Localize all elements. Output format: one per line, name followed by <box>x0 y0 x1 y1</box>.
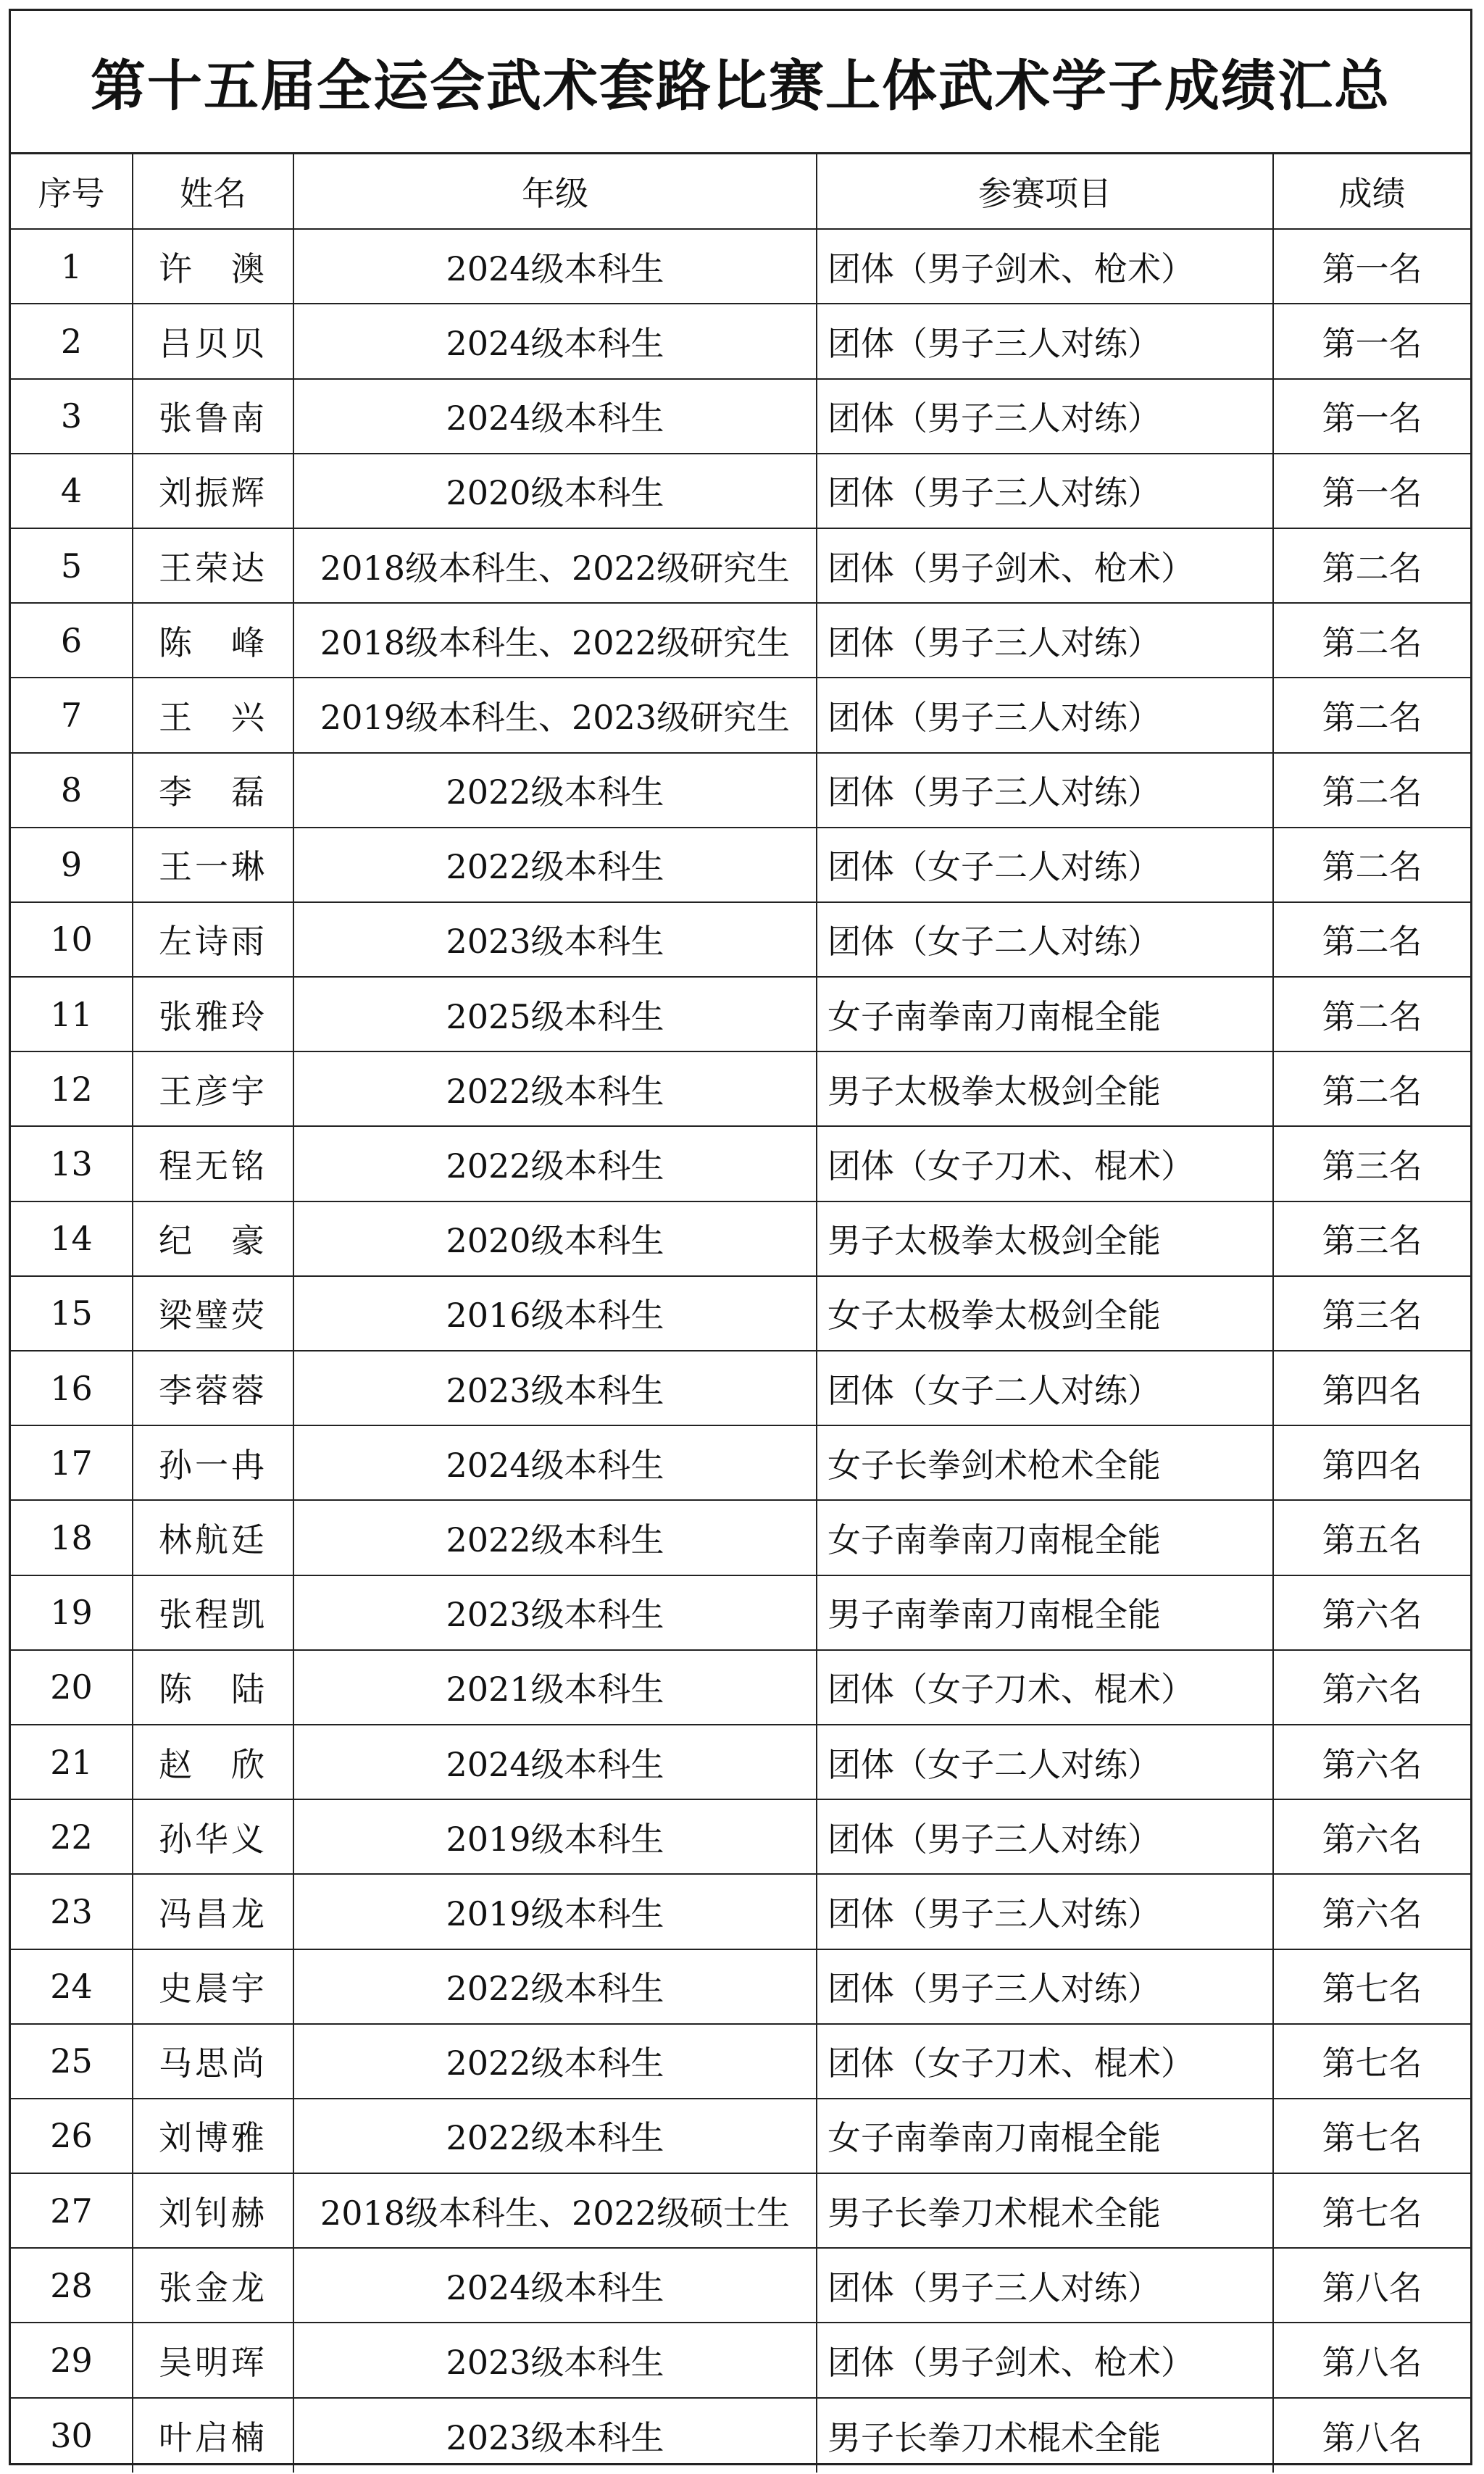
table-row <box>11 1051 1470 1126</box>
cell-result: 第六名 <box>1273 1874 1470 1949</box>
cell-index: 27 <box>11 2173 133 2248</box>
cell-event: 团体（女子二人对练） <box>817 1725 1273 1799</box>
cell-event: 团体（女子二人对练） <box>817 1351 1273 1425</box>
cell-grade: 2019级本科生 <box>293 1874 817 1949</box>
table-row <box>11 678 1470 752</box>
table-row <box>11 1126 1470 1201</box>
cell-name: 陈 峰 <box>133 603 293 678</box>
document-title: 第十五届全运会武术套路比赛上体武术学子成绩汇总 <box>11 11 1470 154</box>
cell-result: 第六名 <box>1273 1799 1470 1874</box>
cell-index: 5 <box>11 528 133 603</box>
cell-result: 第六名 <box>1273 1650 1470 1725</box>
cell-result: 第四名 <box>1273 1425 1470 1500</box>
table-row <box>11 2024 1470 2099</box>
cell-index: 10 <box>11 902 133 977</box>
cell-event: 团体（男子剑术、枪术） <box>817 528 1273 603</box>
cell-event: 团体（女子二人对练） <box>817 902 1273 977</box>
cell-event: 团体（男子三人对练） <box>817 1949 1273 2024</box>
cell-name: 史晨宇 <box>133 1949 293 2024</box>
cell-name: 张鲁南 <box>133 379 293 454</box>
header-row <box>11 154 1470 229</box>
cell-event: 团体（女子二人对练） <box>817 828 1273 902</box>
cell-grade: 2019级本科生、2023级研究生 <box>293 678 817 752</box>
cell-name: 马思尚 <box>133 2024 293 2099</box>
cell-grade: 2020级本科生 <box>293 454 817 528</box>
cell-grade: 2025级本科生 <box>293 977 817 1051</box>
header-grade: 年级 <box>293 154 817 229</box>
cell-index: 25 <box>11 2024 133 2099</box>
cell-result: 第八名 <box>1273 2398 1470 2473</box>
cell-grade: 2019级本科生 <box>293 1799 817 1874</box>
cell-grade: 2022级本科生 <box>293 1500 817 1575</box>
header-result: 成绩 <box>1273 154 1470 229</box>
table-row <box>11 1351 1470 1425</box>
cell-grade: 2022级本科生 <box>293 753 817 828</box>
table-row <box>11 2099 1470 2173</box>
cell-grade: 2024级本科生 <box>293 1425 817 1500</box>
cell-result: 第二名 <box>1273 678 1470 752</box>
table-row <box>11 2248 1470 2323</box>
cell-index: 26 <box>11 2099 133 2173</box>
cell-index: 11 <box>11 977 133 1051</box>
header-index: 序号 <box>11 154 133 229</box>
cell-grade: 2018级本科生、2022级研究生 <box>293 603 817 678</box>
cell-grade: 2020级本科生 <box>293 1201 817 1276</box>
cell-result: 第二名 <box>1273 528 1470 603</box>
cell-index: 23 <box>11 1874 133 1949</box>
cell-grade: 2018级本科生、2022级硕士生 <box>293 2173 817 2248</box>
cell-index: 15 <box>11 1276 133 1351</box>
cell-event: 女子南拳南刀南棍全能 <box>817 977 1273 1051</box>
cell-index: 28 <box>11 2248 133 2323</box>
cell-result: 第二名 <box>1273 902 1470 977</box>
cell-event: 团体（女子刀术、棍术） <box>817 1650 1273 1725</box>
cell-event: 团体（男子三人对练） <box>817 2248 1273 2323</box>
cell-grade: 2023级本科生 <box>293 2323 817 2397</box>
cell-index: 9 <box>11 828 133 902</box>
cell-grade: 2022级本科生 <box>293 2099 817 2173</box>
cell-grade: 2024级本科生 <box>293 229 817 304</box>
cell-name: 王彦宇 <box>133 1051 293 1126</box>
table-row <box>11 2173 1470 2248</box>
results-table <box>11 154 1470 2473</box>
table-row <box>11 454 1470 528</box>
cell-result: 第二名 <box>1273 828 1470 902</box>
cell-event: 团体（女子刀术、棍术） <box>817 1126 1273 1201</box>
cell-event: 团体（男子三人对练） <box>817 454 1273 528</box>
cell-event: 男子长拳刀术棍术全能 <box>817 2398 1273 2473</box>
cell-name: 梁璧荧 <box>133 1276 293 1351</box>
cell-index: 13 <box>11 1126 133 1201</box>
cell-name: 刘博雅 <box>133 2099 293 2173</box>
cell-name: 刘钊赫 <box>133 2173 293 2248</box>
cell-grade: 2021级本科生 <box>293 1650 817 1725</box>
cell-grade: 2022级本科生 <box>293 1949 817 2024</box>
table-row <box>11 603 1470 678</box>
cell-event: 团体（男子三人对练） <box>817 753 1273 828</box>
cell-index: 7 <box>11 678 133 752</box>
cell-result: 第一名 <box>1273 379 1470 454</box>
cell-name: 吴明珲 <box>133 2323 293 2397</box>
cell-name: 王一琳 <box>133 828 293 902</box>
cell-event: 团体（男子三人对练） <box>817 304 1273 378</box>
cell-result: 第四名 <box>1273 1351 1470 1425</box>
cell-grade: 2016级本科生 <box>293 1276 817 1351</box>
cell-grade: 2023级本科生 <box>293 2398 817 2473</box>
cell-index: 1 <box>11 229 133 304</box>
cell-index: 20 <box>11 1650 133 1725</box>
table-row <box>11 1575 1470 1650</box>
cell-result: 第六名 <box>1273 1725 1470 1799</box>
cell-name: 陈 陆 <box>133 1650 293 1725</box>
cell-index: 30 <box>11 2398 133 2473</box>
table-row <box>11 229 1470 304</box>
cell-event: 团体（男子三人对练） <box>817 1799 1273 1874</box>
cell-index: 29 <box>11 2323 133 2397</box>
cell-index: 18 <box>11 1500 133 1575</box>
cell-grade: 2022级本科生 <box>293 2024 817 2099</box>
header-event: 参赛项目 <box>817 154 1273 229</box>
cell-result: 第七名 <box>1273 2024 1470 2099</box>
cell-name: 王 兴 <box>133 678 293 752</box>
table-row <box>11 1201 1470 1276</box>
cell-name: 李蓉蓉 <box>133 1351 293 1425</box>
cell-result: 第三名 <box>1273 1201 1470 1276</box>
cell-event: 团体（男子三人对练） <box>817 603 1273 678</box>
cell-name: 张金龙 <box>133 2248 293 2323</box>
cell-result: 第一名 <box>1273 454 1470 528</box>
cell-result: 第二名 <box>1273 977 1470 1051</box>
cell-result: 第一名 <box>1273 229 1470 304</box>
table-row <box>11 304 1470 378</box>
cell-result: 第七名 <box>1273 2099 1470 2173</box>
table-row <box>11 1874 1470 1949</box>
cell-grade: 2023级本科生 <box>293 1575 817 1650</box>
cell-index: 17 <box>11 1425 133 1500</box>
table-row <box>11 902 1470 977</box>
cell-result: 第六名 <box>1273 1575 1470 1650</box>
cell-index: 16 <box>11 1351 133 1425</box>
cell-event: 团体（男子三人对练） <box>817 379 1273 454</box>
cell-grade: 2022级本科生 <box>293 1126 817 1201</box>
cell-event: 女子长拳剑术枪术全能 <box>817 1425 1273 1500</box>
cell-grade: 2024级本科生 <box>293 379 817 454</box>
cell-name: 赵 欣 <box>133 1725 293 1799</box>
cell-result: 第七名 <box>1273 1949 1470 2024</box>
cell-name: 刘振辉 <box>133 454 293 528</box>
cell-grade: 2023级本科生 <box>293 902 817 977</box>
cell-name: 左诗雨 <box>133 902 293 977</box>
cell-result: 第一名 <box>1273 304 1470 378</box>
header-name: 姓名 <box>133 154 293 229</box>
table-row <box>11 2398 1470 2473</box>
table-row <box>11 1799 1470 1874</box>
cell-index: 21 <box>11 1725 133 1799</box>
cell-event: 女子南拳南刀南棍全能 <box>817 2099 1273 2173</box>
cell-index: 3 <box>11 379 133 454</box>
cell-index: 2 <box>11 304 133 378</box>
cell-name: 张程凯 <box>133 1575 293 1650</box>
cell-index: 12 <box>11 1051 133 1126</box>
cell-result: 第二名 <box>1273 603 1470 678</box>
table-row <box>11 528 1470 603</box>
cell-result: 第二名 <box>1273 1051 1470 1126</box>
cell-name: 孙一冉 <box>133 1425 293 1500</box>
cell-grade: 2024级本科生 <box>293 304 817 378</box>
cell-event: 男子太极拳太极剑全能 <box>817 1051 1273 1126</box>
cell-name: 林航廷 <box>133 1500 293 1575</box>
cell-event: 团体（男子三人对练） <box>817 1874 1273 1949</box>
cell-index: 8 <box>11 753 133 828</box>
table-row <box>11 2323 1470 2397</box>
cell-name: 叶启楠 <box>133 2398 293 2473</box>
cell-event: 团体（男子剑术、枪术） <box>817 229 1273 304</box>
cell-grade: 2022级本科生 <box>293 828 817 902</box>
cell-result: 第二名 <box>1273 753 1470 828</box>
table-row <box>11 1425 1470 1500</box>
cell-result: 第三名 <box>1273 1276 1470 1351</box>
cell-index: 22 <box>11 1799 133 1874</box>
cell-event: 团体（男子三人对练） <box>817 678 1273 752</box>
table-row <box>11 753 1470 828</box>
cell-event: 男子长拳刀术棍术全能 <box>817 2173 1273 2248</box>
cell-result: 第三名 <box>1273 1126 1470 1201</box>
cell-grade: 2024级本科生 <box>293 2248 817 2323</box>
table-row <box>11 1276 1470 1351</box>
cell-index: 24 <box>11 1949 133 2024</box>
cell-index: 19 <box>11 1575 133 1650</box>
cell-result: 第五名 <box>1273 1500 1470 1575</box>
cell-event: 女子南拳南刀南棍全能 <box>817 1500 1273 1575</box>
cell-event: 女子太极拳太极剑全能 <box>817 1276 1273 1351</box>
cell-index: 4 <box>11 454 133 528</box>
table-row <box>11 1725 1470 1799</box>
cell-name: 吕贝贝 <box>133 304 293 378</box>
cell-name: 冯昌龙 <box>133 1874 293 1949</box>
cell-name: 李 磊 <box>133 753 293 828</box>
cell-index: 14 <box>11 1201 133 1276</box>
table-row <box>11 1949 1470 2024</box>
cell-grade: 2018级本科生、2022级研究生 <box>293 528 817 603</box>
table-row <box>11 828 1470 902</box>
cell-event: 男子太极拳太极剑全能 <box>817 1201 1273 1276</box>
cell-index: 6 <box>11 603 133 678</box>
cell-name: 程无铭 <box>133 1126 293 1201</box>
cell-grade: 2024级本科生 <box>293 1725 817 1799</box>
cell-name: 张雅玲 <box>133 977 293 1051</box>
table-row <box>11 977 1470 1051</box>
cell-event: 团体（男子剑术、枪术） <box>817 2323 1273 2397</box>
cell-name: 许 澳 <box>133 229 293 304</box>
table-row <box>11 379 1470 454</box>
table-body <box>11 229 1470 2473</box>
cell-name: 纪 豪 <box>133 1201 293 1276</box>
table-row <box>11 1650 1470 1725</box>
cell-grade: 2022级本科生 <box>293 1051 817 1126</box>
cell-result: 第八名 <box>1273 2248 1470 2323</box>
cell-result: 第七名 <box>1273 2173 1470 2248</box>
cell-name: 王荣达 <box>133 528 293 603</box>
cell-event: 男子南拳南刀南棍全能 <box>817 1575 1273 1650</box>
cell-event: 团体（女子刀术、棍术） <box>817 2024 1273 2099</box>
cell-result: 第八名 <box>1273 2323 1470 2397</box>
cell-name: 孙华义 <box>133 1799 293 1874</box>
results-sheet <box>9 9 1472 2465</box>
table-row <box>11 1500 1470 1575</box>
cell-grade: 2023级本科生 <box>293 1351 817 1425</box>
